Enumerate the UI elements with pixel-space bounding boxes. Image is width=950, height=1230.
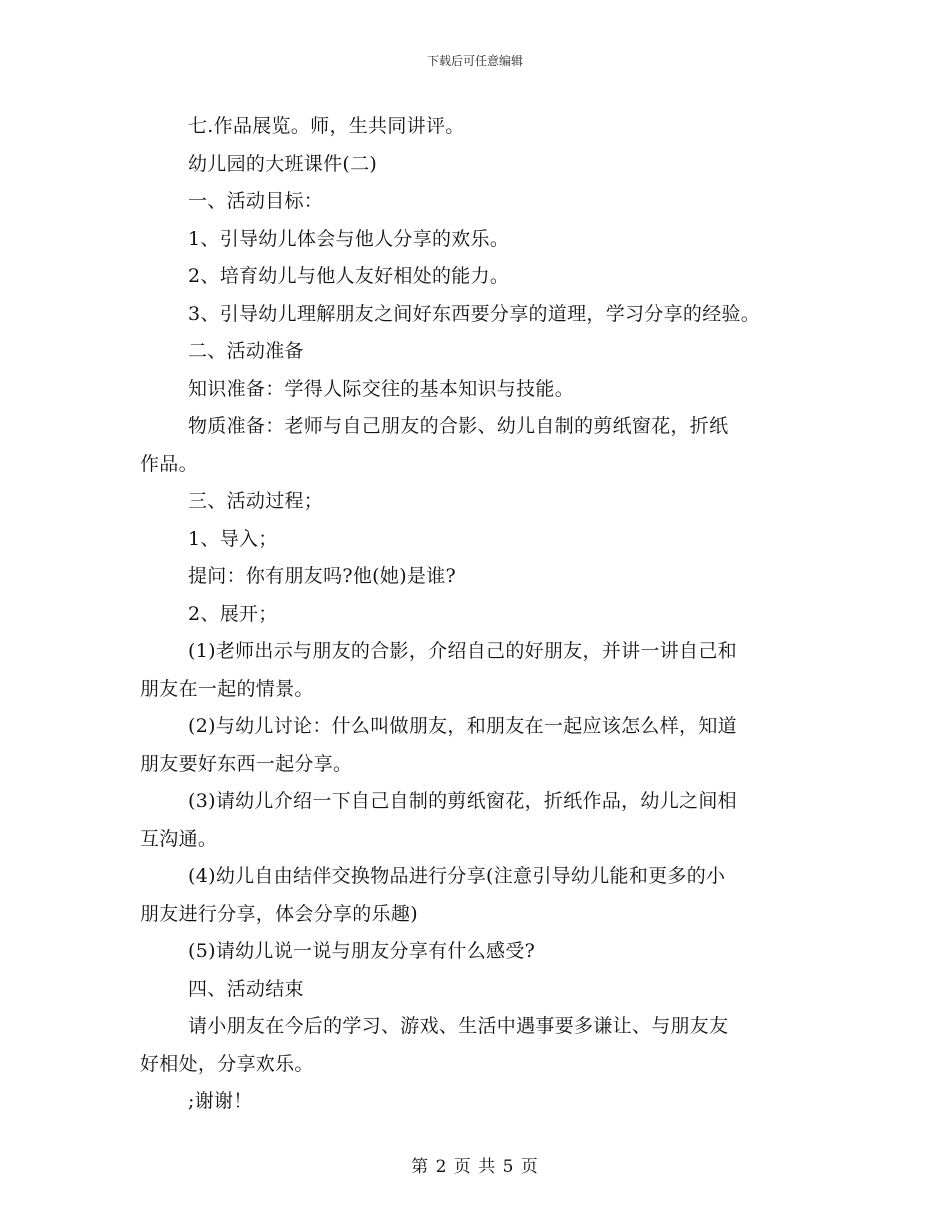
text-line: (3)请幼儿介绍一下自己自制的剪纸窗花，折纸作品，幼儿之间相	[188, 790, 737, 812]
text-line: 一、活动目标：	[188, 190, 324, 212]
text-line: 物质准备：老师与自己朋友的合影、幼儿自制的剪纸窗花，折纸	[188, 415, 729, 437]
text-line: 提问：你有朋友吗?他(她)是谁?	[188, 565, 456, 587]
text-line: 互沟通。	[140, 827, 218, 850]
text-line: 3、引导幼儿理解朋友之间好东西要分享的道理，学习分享的经验。	[188, 302, 761, 325]
text-line: 好相处，分享欢乐。	[140, 1052, 314, 1075]
text-line: 三、活动过程；	[188, 490, 324, 512]
text-line: (1)老师出示与朋友的合影，介绍自己的好朋友，并讲一讲自己和	[188, 640, 737, 662]
text-line: 四、活动结束	[188, 977, 304, 1000]
text-line: 朋友在一起的情景。	[140, 677, 314, 700]
text-line: (5)请幼儿说一说与朋友分享有什么感受?	[188, 940, 536, 962]
text-line: 朋友要好东西一起分享。	[140, 752, 353, 775]
text-line: 二、活动准备	[188, 340, 304, 362]
page-header: 下载后可任意编辑	[426, 54, 523, 68]
text-line: (4)幼儿自由结伴交换物品进行分享(注意引导幼儿能和更多的小	[188, 865, 726, 887]
text-line: 请小朋友在今后的学习、游戏、生活中遇事要多谦让、与朋友友	[188, 1015, 729, 1037]
text-line: 2、展开；	[188, 602, 278, 625]
text-line: 幼儿园的大班课件(二)	[188, 152, 378, 175]
text-line: 七.作品展览。师，生共同讲评。	[188, 115, 465, 137]
text-line: ;谢谢！	[188, 1090, 253, 1112]
page-footer: 第 2 页 共 5 页	[411, 1157, 539, 1177]
text-line: 朋友进行分享，体会分享的乐趣)	[140, 902, 418, 925]
text-line: (2)与幼儿讨论：什么叫做朋友，和朋友在一起应该怎么样，知道	[188, 715, 737, 737]
text-line: 1、导入；	[188, 527, 278, 550]
document-body	[140, 108, 820, 1121]
text-line: 2、培育幼儿与他人友好相处的能力。	[188, 265, 510, 287]
text-line: 知识准备：学得人际交往的基本知识与技能。	[188, 377, 575, 400]
text-line: 作品。	[140, 452, 198, 475]
text-line: 1、引导幼儿体会与他人分享的欢乐。	[188, 227, 510, 250]
